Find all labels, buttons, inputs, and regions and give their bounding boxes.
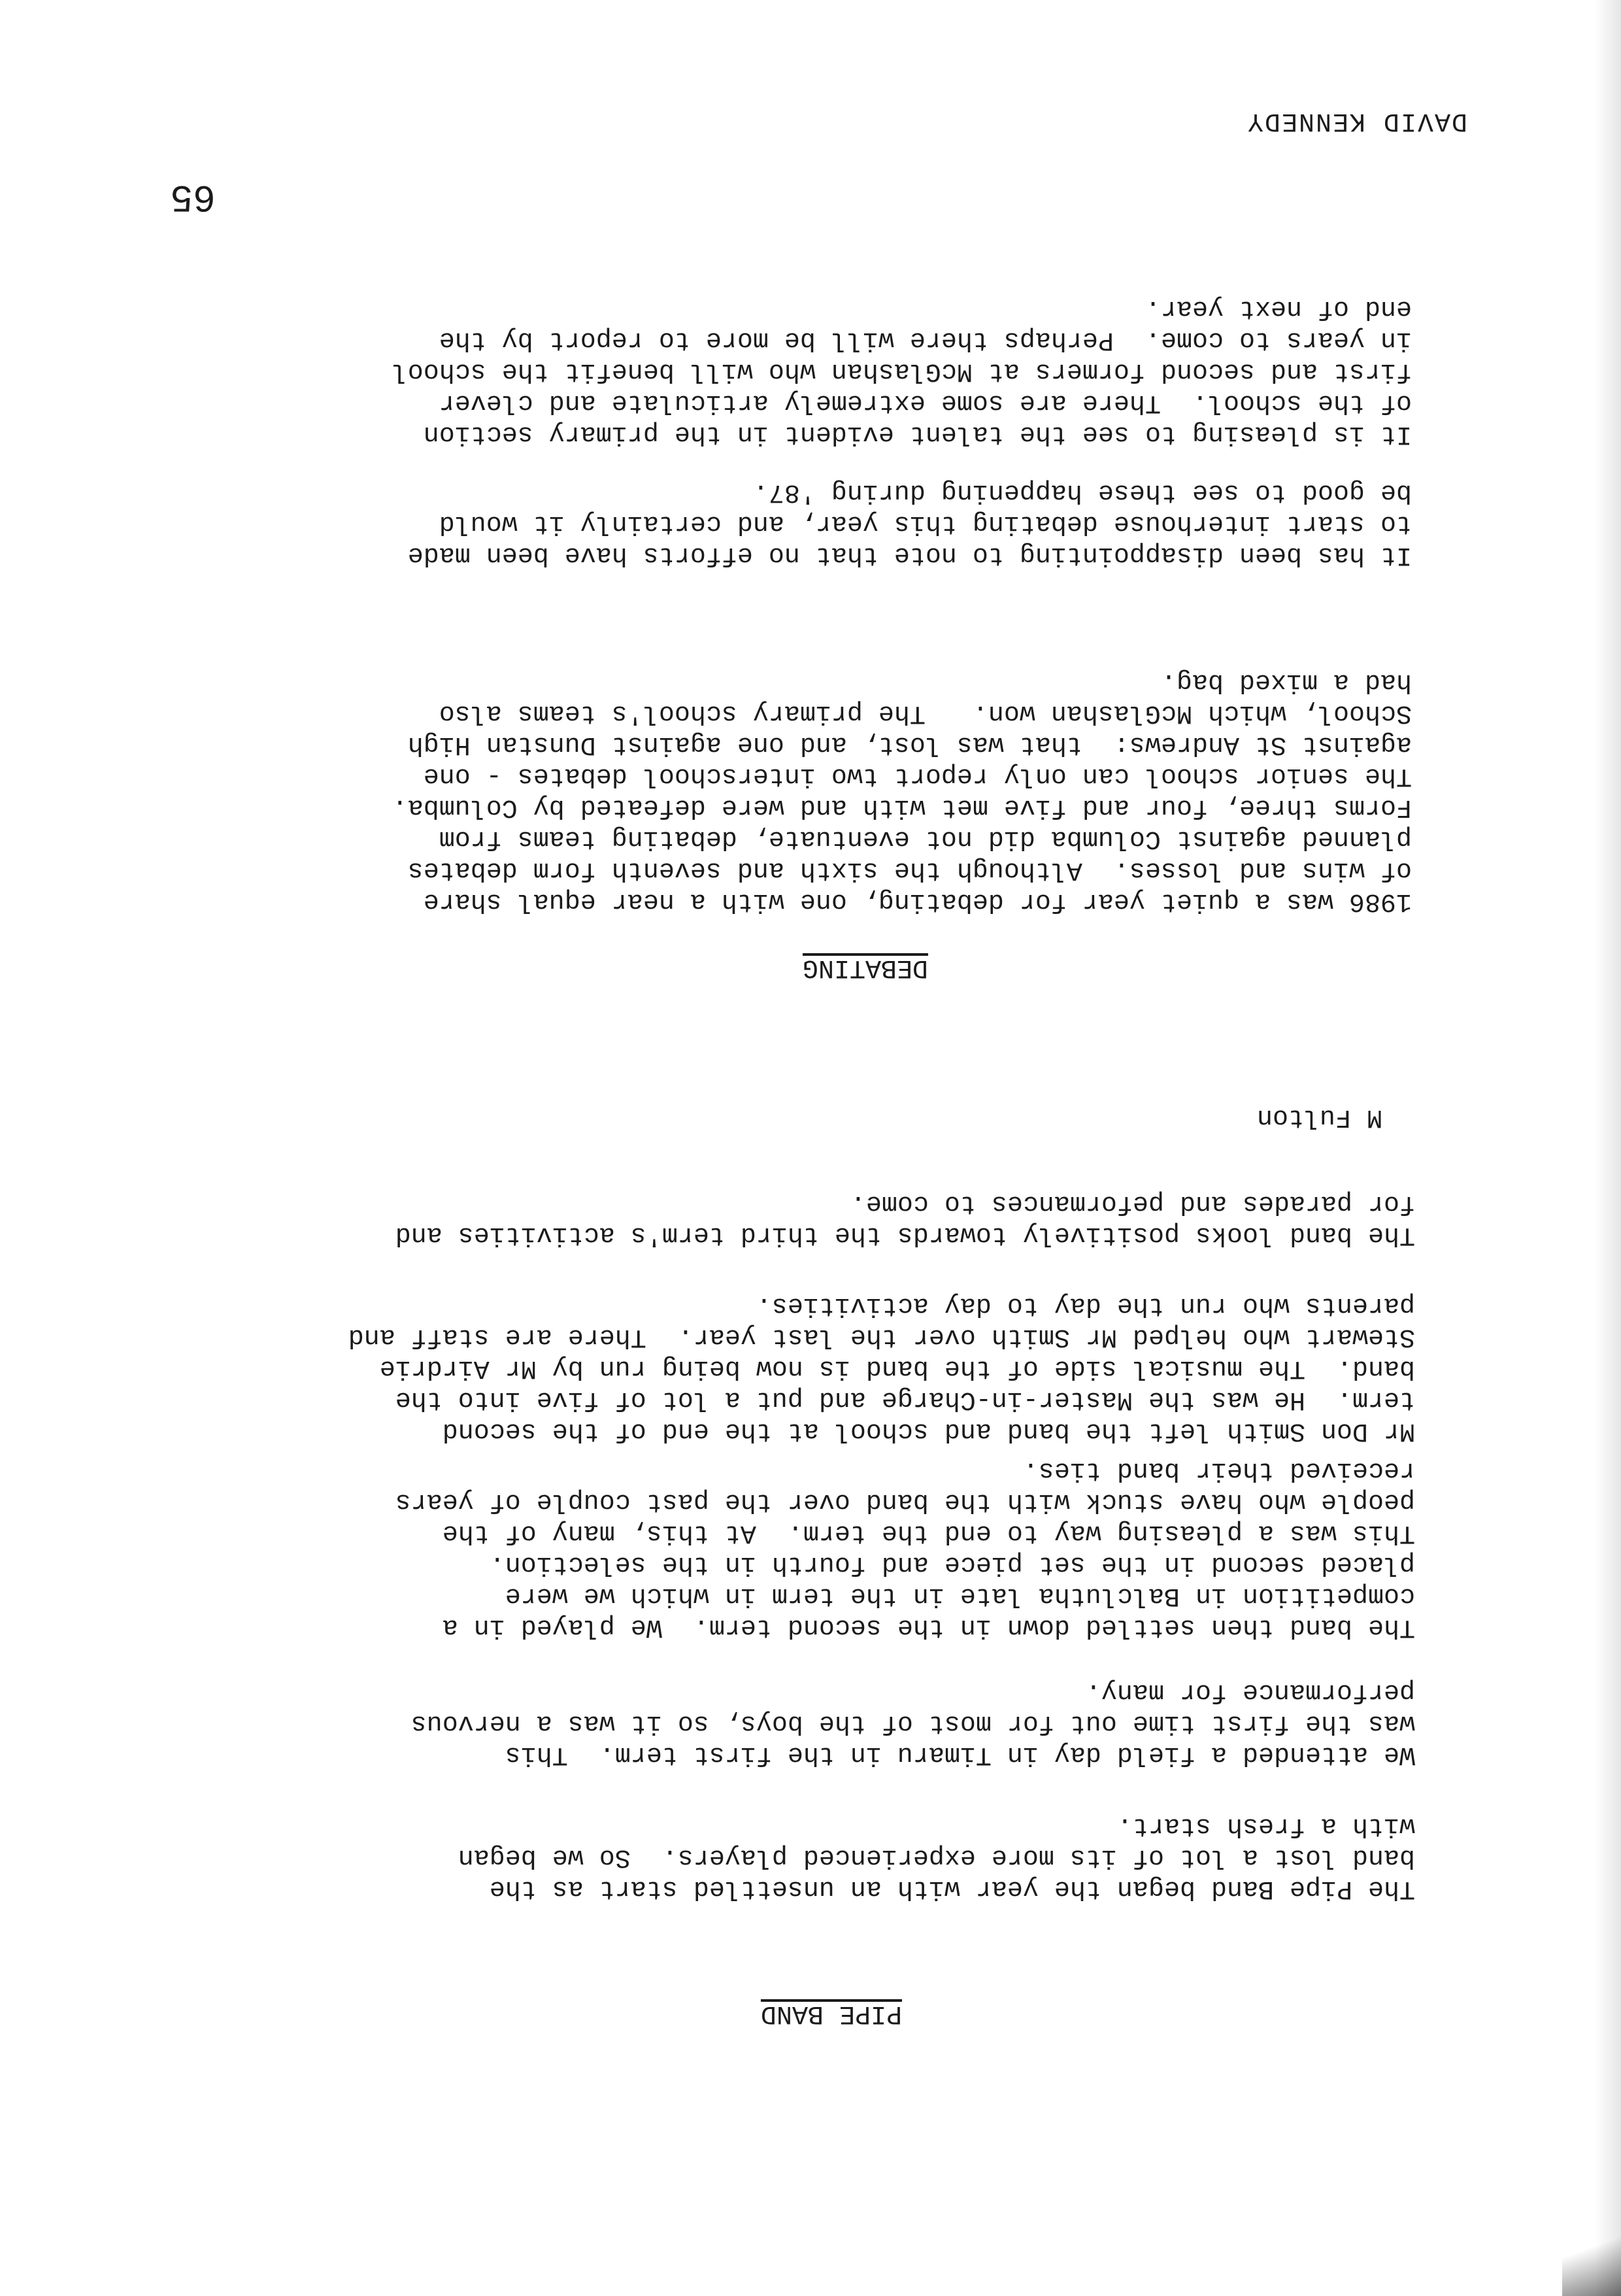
debating-paragraph: 1986 was a quiet year for debating, one with a near equal share of wins and losses. Although the sixth and seventh form debates planned against Columba did not eventuate, debating teams from Forms three, four and five met with and were defeated by Columba. The senior school can only report two interschool debates - one against St Andrews: that was lost, and one against Dunstan High School, which McGlashan won. The primary school's teams also had a mixed bag. xyxy=(392,667,1412,916)
debating-paragraph: It is pleasing to see the talent evident in the primary section of the school. There are some extremely articulate and clever first and second formers at McGlashan who will benefit the school in years to come. Perhaps there will be more to report by the end of next year. xyxy=(392,294,1412,448)
scan-shadow-corner xyxy=(1562,2218,1621,2296)
author-name: DAVID KENNEDY xyxy=(1246,106,1467,135)
pipe-band-paragraph: The Pipe Band began the year with an unsettled start as the band lost a lot of its more experienced players. So we began with a fresh start. xyxy=(458,1811,1415,1903)
pipe-band-paragraph: Mr Don Smith left the band and school at the end of the second term. He was the Master-in-Charge and put a lot of five into the band. The musical side of the band is now being run by Mr Airdrie Stewart who helped Mr Smith over the last year. There are staff and parents who run the day to day activities. xyxy=(348,1291,1415,1445)
debating-paragraph: It has been disappointing to note that no efforts have been made to start interhouse debating this year, and certainly it would be good to see these happening during '87. xyxy=(407,477,1412,569)
pipe-band-paragraph: We attended a field day in Timaru in the first term. This was the first time out for most of the boys, so it was a nervous performance for many. xyxy=(410,1677,1415,1769)
pipe-band-heading: PIPE BAND xyxy=(760,1999,902,2028)
pipe-band-paragraph: The band then settled down in the second term. We played in a competition in Balclutha late in the term in which we were placed second in the set piece and fourth in the selection. This was a pleasing way to end the term. At this, many of the people who have stuck with the band over the past couple of years received their band ties. xyxy=(395,1455,1415,1642)
scan-shadow-edge xyxy=(1595,0,1621,2296)
pipe-band-signature: M Fulton xyxy=(1256,1102,1382,1132)
pipe-band-paragraph: The band looks positively towards the third term's activities and for parades and peformances to come. xyxy=(395,1189,1415,1249)
debating-heading: DEBATING xyxy=(802,953,928,982)
page-number: 65 xyxy=(170,175,216,217)
